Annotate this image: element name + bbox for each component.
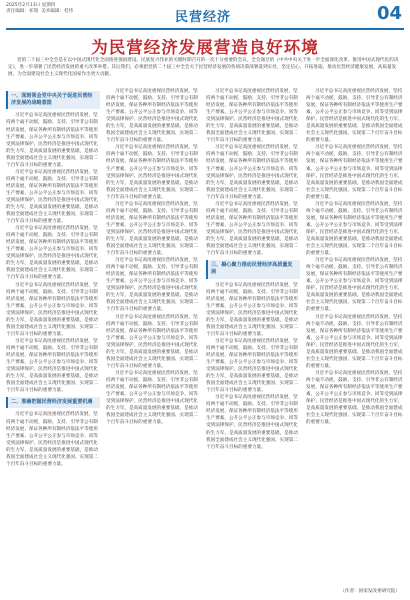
paragraph: 习近平总书记高度重视民营经济发展，坚持两个毫不动摇，鼓励、支持、引导非公有制经济发展，保证各种所有制经济依法平等使用生产要素、公开公平公正参与市场竞争、同等受到法律保护。民营经济是推进中国式现代化的生力军，是高质量发展的重要基础，是推动我国全面建成社会主义现代化强国、实现第二个百年奋斗目标的重要力量。 (106, 370, 198, 426)
editor-credit: 责任编辑：祁瑞 (6, 9, 39, 15)
masthead-meta (6, 3, 73, 16)
paragraph: 习近平总书记高度重视民营经济发展，坚持两个毫不动摇，鼓励、支持、引导非公有制经济发展，保证各种所有制经济依法平等使用生产要素、公开公平公正参与市场竞争、同等受到法律保护。民营经济是推进中国式现代化的生力军，是高质量发展的重要基础，是推动我国全面建成社会主义现代化强国、实现第二个百年奋斗目标的重要力量。 (6, 226, 98, 281)
paragraph: 习近平总书记高度重视民营经济发展，坚持两个毫不动摇，鼓励、支持、引导非公有制经济发展，保证各种所有制经济依法平等使用生产要素、公开公平公正参与市场竞争、同等受到法律保护。民营经济是推进中国式现代化的生力军，是高质量发展的重要基础，是推动我国全面建成社会主义现代化强国、实现第二个百年奋斗目标的重要力量。 (306, 258, 403, 313)
paragraph: 习近平总书记高度重视民营经济发展，坚持两个毫不动摇，鼓励、支持、引导非公有制经济发展，保证各种所有制经济依法平等使用生产要素、公开公平公正参与市场竞争、同等受到法律保护。民营经济是推进中国式现代化的生力军，是高质量发展的重要基础，是推动我国全面建成社会主义现代化强国、实现第二个百年奋斗目标的重要力量。 (206, 89, 298, 144)
paragraph: 习近平总书记高度重视民营经济发展，坚持两个毫不动摇，鼓励、支持、引导非公有制经济发展，保证各种所有制经济依法平等使用生产要素、公开公平公正参与市场竞争、同等受到法律保护。民营经济是推进中国式现代化的生力军，是高质量发展的重要基础，是推动我国全面建成社会主义现代化强国、实现第二个百年奋斗目标的重要力量。 (206, 395, 298, 450)
section-title: 民营经济 (175, 10, 232, 25)
paragraph: 习近平总书记高度重视民营经济发展，坚持两个毫不动摇，鼓励、支持、引导非公有制经济发展，保证各种所有制经济依法平等使用生产要素、公开公平公正参与市场竞争、同等受到法律保护。民营经济是推进中国式现代化的生力军，是高质量发展的重要基础，是推动我国全面建成社会主义现代化强国、实现第二个百年奋斗目标的重要力量。 (306, 314, 403, 369)
masthead-rule (6, 28, 404, 30)
paragraph: 习近平总书记高度重视民营经济发展，坚持两个毫不动摇，鼓励、支持、引导非公有制经济发展，保证各种所有制经济依法平等使用生产要素、公开公平公正参与市场竞争、同等受到法律保护。民营经济是推进中国式现代化的生力军，是高质量发展的重要基础，是推动我国全面建成社会主义现代化强国、实现第二个百年奋斗目标的重要力量。 (306, 89, 403, 144)
paragraph: 习近平总书记高度重视民营经济发展，坚持两个毫不动摇，鼓励、支持、引导非公有制经济发展，保证各种所有制经济依法平等使用生产要素、公开公平公正参与市场竞争、同等受到法律保护。民营经济是推进中国式现代化的生力军，是高质量发展的重要基础，是推动我国全面建成社会主义现代化强国、实现第二个百年奋斗目标的重要力量。 (106, 314, 198, 369)
author-credit: （作者：国家发改委研究院） (340, 589, 400, 594)
page-number: 04 (376, 3, 402, 24)
article-lede: 党的二十届三中全会是在以中国式现代化全面推进强国建设、民族复兴伟业的关键时期召开的一次十分重要的会议。全会通过的《中共中央关于进一步全面深化改革、推进中国式现代化的决定》，进一步部署了民营经济发展的重大改革举措。其后我们，必须把党的二十届三中全会关于民营经济发展的各项决策部署落到实处，坚定信心、开拓进取，推动民营经济健康发展、高质量发展，为全面建设社会主义现代化国家作出更大贡献。 (8, 58, 399, 77)
column-1 (6, 88, 100, 588)
paragraph: 习近平总书记高度重视民营经济发展，坚持两个毫不动摇，鼓励、支持、引导非公有制经济发展，保证各种所有制经济依法平等使用生产要素、公开公平公正参与市场竞争、同等受到法律保护。民营经济是推进中国式现代化的生力军，是高质量发展的重要基础，是推动我国全面建成社会主义现代化强国、实现第二个百年奋斗目标的重要力量。 (206, 282, 298, 337)
paragraph: 习近平总书记高度重视民营经济发展，坚持两个毫不动摇，鼓励、支持、引导非公有制经济发展，保证各种所有制经济依法平等使用生产要素、公开公平公正参与市场竞争、同等受到法律保护。民营经济是推进中国式现代化的生力军，是高质量发展的重要基础，是推动我国全面建成社会主义现代化强国、实现第二个百年奋斗目标的重要力量。 (6, 338, 98, 394)
column-3 (206, 88, 300, 588)
paragraph: 习近平总书记高度重视民营经济发展，坚持两个毫不动摇，鼓励、支持、引导非公有制经济发展，保证各种所有制经济依法平等使用生产要素、公开公平公正参与市场竞争、同等受到法律保护。民营经济是推进中国式现代化的生力军，是高质量发展的重要基础，是推动我国全面建成社会主义现代化强国、实现第二个百年奋斗目标的重要力量。 (306, 370, 403, 426)
paragraph: 习近平总书记高度重视民营经济发展，坚持两个毫不动摇，鼓励、支持、引导非公有制经济发展，保证各种所有制经济依法平等使用生产要素、公开公平公正参与市场竞争、同等受到法律保护。民营经济是推进中国式现代化的生力军，是高质量发展的重要基础，是推动我国全面建成社会主义现代化强国、实现第二个百年奋斗目标的重要力量。 (6, 412, 98, 467)
issue-date: 2025年2月13日 星期四 (6, 3, 56, 8)
section-heading-1: 一、深刻领会党中央关于促进民营经济发展的战略意图 (6, 91, 100, 109)
column-4 (306, 88, 404, 588)
paragraph: 习近平总书记高度重视民营经济发展，坚持两个毫不动摇，鼓励、支持、引导非公有制经济发展，保证各种所有制经济依法平等使用生产要素、公开公平公正参与市场竞争、同等受到法律保护。民营经济是推进中国式现代化的生力军，是高质量发展的重要基础，是推动我国全面建成社会主义现代化强国、实现第二个百年奋斗目标的重要力量。 (6, 113, 98, 168)
section-heading-2: 二、准确把握民营经济发展重要机遇 (6, 397, 100, 408)
paragraph: 习近平总书记高度重视民营经济发展，坚持两个毫不动摇，鼓励、支持、引导非公有制经济发展，保证各种所有制经济依法平等使用生产要素、公开公平公正参与市场竞争、同等受到法律保护。民营经济是推进中国式现代化的生力军，是高质量发展的重要基础，是推动我国全面建成社会主义现代化强国、实现第二个百年奋斗目标的重要力量。 (206, 145, 298, 200)
section-heading-3: 三、凝心聚力推动民营经济高质量发展 (206, 260, 300, 278)
paragraph: 习近平总书记高度重视民营经济发展，坚持两个毫不动摇，鼓励、支持、引导非公有制经济发展，保证各种所有制经济依法平等使用生产要素、公开公平公正参与市场竞争、同等受到法律保护。民营经济是推进中国式现代化的生力军，是高质量发展的重要基础，是推动我国全面建成社会主义现代化强国、实现第二个百年奋斗目标的重要力量。 (6, 282, 98, 337)
paragraph: 习近平总书记高度重视民营经济发展，坚持两个毫不动摇，鼓励、支持、引导非公有制经济发展，保证各种所有制经济依法平等使用生产要素、公开公平公正参与市场竞争、同等受到法律保护。民营经济是推进中国式现代化的生力军，是高质量发展的重要基础，是推动我国全面建成社会主义现代化强国、实现第二个百年奋斗目标的重要力量。 (206, 201, 298, 257)
paragraph: 习近平总书记高度重视民营经济发展，坚持两个毫不动摇，鼓励、支持、引导非公有制经济发展，保证各种所有制经济依法平等使用生产要素、公开公平公正参与市场竞争、同等受到法律保护。民营经济是推进中国式现代化的生力军，是高质量发展的重要基础，是推动我国全面建成社会主义现代化强国、实现第二个百年奋斗目标的重要力量。 (206, 338, 298, 394)
paragraph: 习近平总书记高度重视民营经济发展，坚持两个毫不动摇，鼓励、支持、引导非公有制经济发展，保证各种所有制经济依法平等使用生产要素、公开公平公正参与市场竞争、同等受到法律保护。民营经济是推进中国式现代化的生力军，是高质量发展的重要基础，是推动我国全面建成社会主义现代化强国、实现第二个百年奋斗目标的重要力量。 (106, 201, 198, 257)
masthead (0, 0, 410, 34)
paragraph: 习近平总书记高度重视民营经济发展，坚持两个毫不动摇，鼓励、支持、引导非公有制经济发展，保证各种所有制经济依法平等使用生产要素、公开公平公正参与市场竞争、同等受到法律保护。民营经济是推进中国式现代化的生力军，是高质量发展的重要基础，是推动我国全面建成社会主义现代化强国、实现第二个百年奋斗目标的重要力量。 (106, 89, 198, 144)
paragraph: 习近平总书记高度重视民营经济发展，坚持两个毫不动摇，鼓励、支持、引导非公有制经济发展，保证各种所有制经济依法平等使用生产要素、公开公平公正参与市场竞争、同等受到法律保护。民营经济是推进中国式现代化的生力军，是高质量发展的重要基础，是推动我国全面建成社会主义现代化强国、实现第二个百年奋斗目标的重要力量。 (106, 145, 198, 200)
paragraph: 习近平总书记高度重视民营经济发展，坚持两个毫不动摇，鼓励、支持、引导非公有制经济发展，保证各种所有制经济依法平等使用生产要素、公开公平公正参与市场竞争、同等受到法律保护。民营经济是推进中国式现代化的生力军，是高质量发展的重要基础，是推动我国全面建成社会主义现代化强国、实现第二个百年奋斗目标的重要力量。 (6, 169, 98, 225)
article-headline: 为民营经济发展营造良好环境 (91, 38, 319, 57)
article-columns (6, 88, 404, 588)
paragraph: 习近平总书记高度重视民营经济发展，坚持两个毫不动摇，鼓励、支持、引导非公有制经济发展，保证各种所有制经济依法平等使用生产要素、公开公平公正参与市场竞争、同等受到法律保护。民营经济是推进中国式现代化的生力军，是高质量发展的重要基础，是推动我国全面建成社会主义现代化强国、实现第二个百年奋斗目标的重要力量。 (306, 201, 403, 257)
paragraph: 习近平总书记高度重视民营经济发展，坚持两个毫不动摇，鼓励、支持、引导非公有制经济发展，保证各种所有制经济依法平等使用生产要素、公开公平公正参与市场竞争、同等受到法律保护。民营经济是推进中国式现代化的生力军，是高质量发展的重要基础，是推动我国全面建成社会主义现代化强国、实现第二个百年奋斗目标的重要力量。 (106, 258, 198, 313)
column-2 (106, 88, 200, 588)
designer-credit: 美术编辑：桂伟 (41, 9, 74, 15)
paragraph: 习近平总书记高度重视民营经济发展，坚持两个毫不动摇，鼓励、支持、引导非公有制经济发展，保证各种所有制经济依法平等使用生产要素、公开公平公正参与市场竞争、同等受到法律保护。民营经济是推进中国式现代化的生力军，是高质量发展的重要基础，是推动我国全面建成社会主义现代化强国、实现第二个百年奋斗目标的重要力量。 (306, 145, 403, 200)
